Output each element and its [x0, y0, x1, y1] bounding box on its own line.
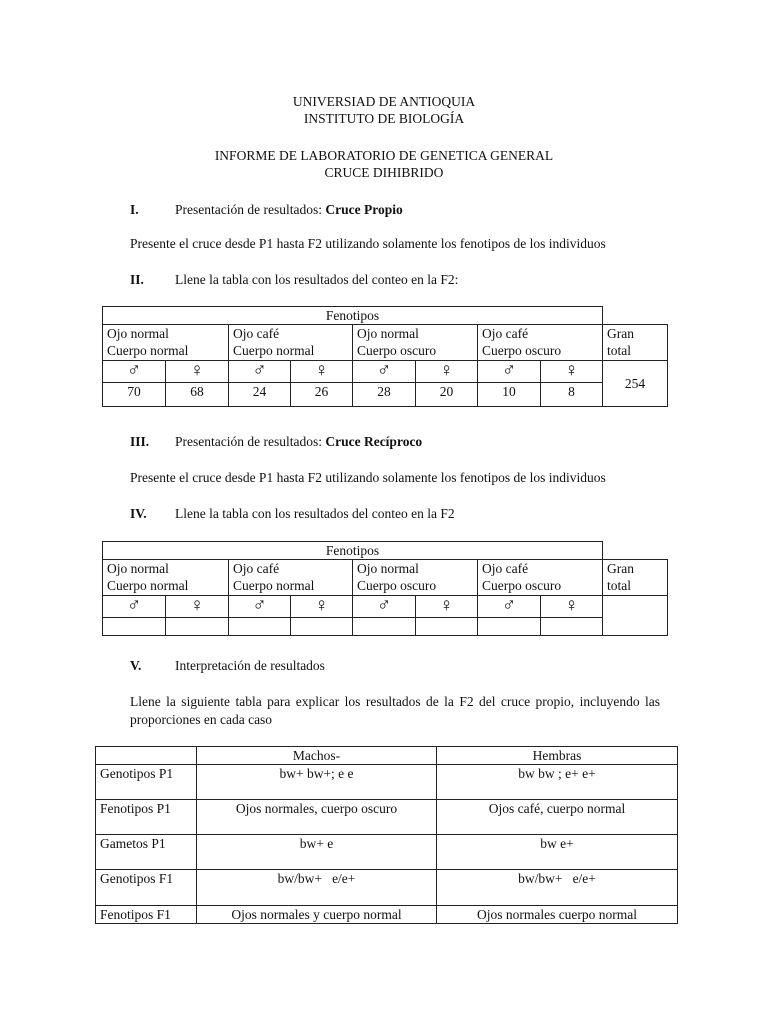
section-i-number: I.	[130, 202, 139, 217]
row-label: Genotipos F1	[96, 870, 197, 906]
female-symbol: ♀	[166, 361, 229, 383]
section-i-bold: Cruce Propio	[325, 202, 403, 217]
total-header-cell	[603, 560, 668, 596]
female-symbol: ♀	[166, 596, 229, 618]
count-cell-empty[interactable]	[229, 618, 291, 636]
total-line1: Gran	[607, 326, 635, 341]
section-v-text: Interpretación de resultados	[175, 658, 325, 673]
section-iii-number: III.	[130, 434, 150, 449]
males-cell: bw+ bw+; e e	[197, 765, 437, 800]
count-cell-empty[interactable]	[416, 618, 478, 636]
total-line2: total	[607, 578, 632, 593]
count-cell: 20	[416, 383, 478, 407]
count-cell: 24	[229, 383, 291, 407]
report-subtitle: CRUCE DIHIBRIDO	[324, 165, 444, 180]
row-label: Genotipos P1	[96, 765, 197, 800]
total-line1: Gran	[607, 561, 635, 576]
count-cell: 28	[353, 383, 416, 407]
group-line1: Ojo café	[233, 326, 280, 341]
male-symbol: ♂	[103, 596, 166, 618]
group-line2: Cuerpo normal	[233, 578, 315, 593]
male-symbol: ♂	[353, 596, 416, 618]
male-symbol: ♂	[229, 361, 291, 383]
group-line2: Cuerpo normal	[233, 343, 315, 358]
group-line1: Ojo café	[482, 561, 529, 576]
males-cell: bw/bw+ e/e+	[197, 870, 437, 906]
group-cell	[229, 325, 353, 361]
female-symbol: ♀	[541, 361, 603, 383]
count-cell-empty[interactable]	[166, 618, 229, 636]
section-iii-text: Presentación de resultados:	[175, 434, 322, 449]
count-cell: 8	[541, 383, 603, 407]
phenotype-header: Fenotipos	[103, 542, 603, 560]
group-line1: Ojo normal	[107, 561, 169, 576]
grand-total-value: 254	[603, 361, 668, 407]
male-symbol: ♂	[103, 361, 166, 383]
section-iii-paragraph: Presente el cruce desde P1 hasta F2 utilizando solamente los fenotipos de los individuos	[130, 470, 606, 485]
count-cell-empty[interactable]	[541, 618, 603, 636]
section-iv-number: IV.	[130, 506, 147, 521]
section-iii-bold: Cruce Recíproco	[325, 434, 423, 449]
female-symbol: ♀	[416, 361, 478, 383]
col-header-females: Hembras	[437, 747, 678, 765]
count-cell-empty[interactable]	[291, 618, 353, 636]
group-line1: Ojo normal	[107, 326, 169, 341]
count-cell: 68	[166, 383, 229, 407]
row-label: Fenotipos P1	[96, 800, 197, 835]
count-cell-empty[interactable]	[478, 618, 541, 636]
university-title: UNIVERSIAD DE ANTIOQUIA	[292, 94, 476, 109]
female-symbol: ♀	[291, 361, 353, 383]
grand-total-empty[interactable]	[603, 596, 668, 636]
row-label: Fenotipos F1	[96, 906, 197, 924]
males-cell: Ojos normales y cuerpo normal	[197, 906, 437, 924]
count-cell: 70	[103, 383, 166, 407]
group-line2: Cuerpo oscuro	[357, 578, 437, 593]
male-symbol: ♂	[478, 361, 541, 383]
group-cell	[103, 560, 229, 596]
count-cell-empty[interactable]	[353, 618, 416, 636]
phenotype-table-propio	[102, 306, 668, 407]
males-cell: Ojos normales, cuerpo oscuro	[197, 800, 437, 835]
females-cell: Ojos café, cuerpo normal	[437, 800, 678, 835]
group-cell	[478, 325, 603, 361]
col-header-males: Machos-	[197, 747, 437, 765]
females-cell: bw e+	[437, 835, 678, 870]
group-line2: Cuerpo oscuro	[482, 578, 562, 593]
female-symbol: ♀	[541, 596, 603, 618]
group-line2: Cuerpo oscuro	[357, 343, 437, 358]
group-cell	[353, 325, 478, 361]
group-line2: Cuerpo normal	[107, 578, 189, 593]
count-cell: 10	[478, 383, 541, 407]
section-iv-text: Llene la tabla con los resultados del conteo en la F2	[175, 506, 455, 521]
male-symbol: ♂	[478, 596, 541, 618]
group-line1: Ojo café	[482, 326, 529, 341]
females-cell: bw bw ; e+ e+	[437, 765, 678, 800]
group-line1: Ojo normal	[357, 326, 419, 341]
group-cell	[478, 560, 603, 596]
female-symbol: ♀	[291, 596, 353, 618]
section-v-number: V.	[130, 658, 142, 673]
count-cell: 26	[291, 383, 353, 407]
section-iii-heading	[175, 433, 422, 451]
group-cell	[229, 560, 353, 596]
section-i-paragraph: Presente el cruce desde P1 hasta F2 utilizando solamente los fenotipos de los individuos	[130, 236, 606, 251]
count-cell-empty[interactable]	[103, 618, 166, 636]
report-title: INFORME DE LABORATORIO DE GENETICA GENERAL	[214, 148, 554, 163]
group-cell	[353, 560, 478, 596]
group-line1: Ojo café	[233, 561, 280, 576]
section-i-text: Presentación de resultados:	[175, 202, 322, 217]
females-cell: Ojos normales cuerpo normal	[437, 906, 678, 924]
females-cell: bw/bw+ e/e+	[437, 870, 678, 906]
total-line2: total	[607, 343, 632, 358]
group-cell	[103, 325, 229, 361]
section-ii-number: II.	[130, 272, 144, 287]
section-v-paragraph: Llene la siguiente tabla para explicar los resultados de la F2 del cruce propio, incluyendo las proporciones en cada caso	[130, 694, 660, 727]
interpretation-table	[95, 746, 678, 924]
section-i-heading	[175, 201, 403, 219]
phenotype-header: Fenotipos	[103, 307, 603, 325]
total-header-cell	[603, 325, 668, 361]
phenotype-table-reciproco	[102, 541, 668, 636]
row-label: Gametos P1	[96, 835, 197, 870]
male-symbol: ♂	[353, 361, 416, 383]
male-symbol: ♂	[229, 596, 291, 618]
institute-title: INSTITUTO DE BIOLOGÍA	[303, 111, 465, 126]
group-line2: Cuerpo normal	[107, 343, 189, 358]
section-ii-text: Llene la tabla con los resultados del conteo en la F2:	[175, 272, 459, 287]
group-line1: Ojo normal	[357, 561, 419, 576]
group-line2: Cuerpo oscuro	[482, 343, 562, 358]
female-symbol: ♀	[416, 596, 478, 618]
males-cell: bw+ e	[197, 835, 437, 870]
